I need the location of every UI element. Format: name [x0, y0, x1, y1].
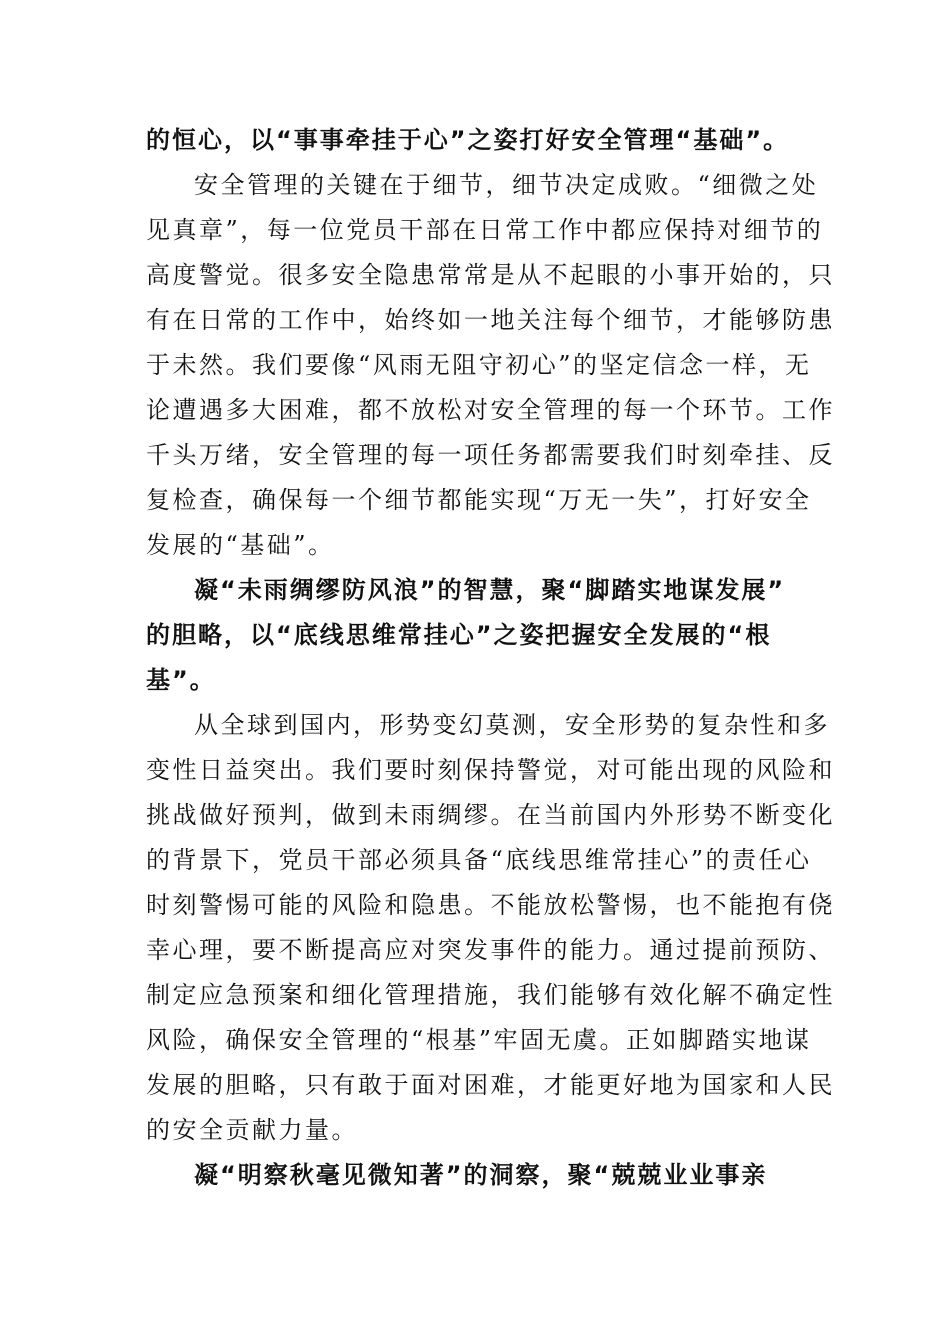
paragraph-line: 变性日益突出。我们要时刻保持警觉，对可能出现的风险和 [146, 756, 835, 784]
paragraph-line: 见真章”，每一位党员干部在日常工作中都应保持对细节的 [146, 216, 824, 244]
heading-line: 的胆略，以“底线思维常挂心”之姿把握安全发展的“根 [146, 621, 772, 649]
heading-line: 基”。 [146, 666, 216, 694]
paragraph-line: 制定应急预案和细化管理措施，我们能够有效化解不确定性 [146, 981, 835, 1009]
paragraph-line: 千头万绪，安全管理的每一项任务都需要我们时刻牵挂、反 [146, 441, 835, 469]
paragraph-line: 安全管理的关键在于细节，细节决定成败。“细微之处 [194, 171, 819, 199]
heading-line: 的恒心，以“事事牵挂于心”之姿打好安全管理“基础”。 [146, 126, 790, 154]
heading-line: 凝“明察秋毫见微知著”的洞察，聚“兢兢业业事亲 [194, 1161, 768, 1189]
paragraph-line: 从全球到国内，形势变幻莫测，安全形势的复杂性和多 [194, 711, 830, 739]
paragraph-line: 时刻警惕可能的风险和隐患。不能放松警惕，也不能抱有侥 [146, 891, 835, 919]
paragraph-line: 风险，确保安全管理的“根基”牢固无虞。正如脚踏实地谋 [146, 1026, 812, 1054]
paragraph-line: 发展的“基础”。 [146, 531, 335, 559]
paragraph-line: 有在日常的工作中，始终如一地关注每个细节，才能够防患 [146, 306, 835, 334]
paragraph-line: 的安全贡献力量。 [146, 1116, 358, 1144]
paragraph-line: 高度警觉。很多安全隐患常常是从不起眼的小事开始的，只 [146, 261, 835, 289]
paragraph-line: 发展的胆略，只有敢于面对困难，才能更好地为国家和人民 [146, 1071, 835, 1099]
paragraph-line: 挑战做好预判，做到未雨绸缪。在当前国内外形势不断变化 [146, 801, 835, 829]
paragraph-line: 的背景下，党员干部必须具备“底线思维常挂心”的责任心 [146, 846, 812, 874]
paragraph-line: 于未然。我们要像“风雨无阻守初心”的坚定信念一样，无 [146, 351, 812, 379]
paragraph-line: 幸心理，要不断提高应对突发事件的能力。通过提前预防、 [146, 936, 835, 964]
document-page [146, 118, 835, 1198]
heading-line: 凝“未雨绸缪防风浪”的智慧，聚“脚踏实地谋发展” [194, 576, 786, 604]
paragraph-line: 论遭遇多大困难，都不放松对安全管理的每一个环节。工作 [146, 396, 835, 424]
paragraph-line: 复检查，确保每一个细节都能实现“万无一失”，打好安全 [146, 486, 812, 514]
